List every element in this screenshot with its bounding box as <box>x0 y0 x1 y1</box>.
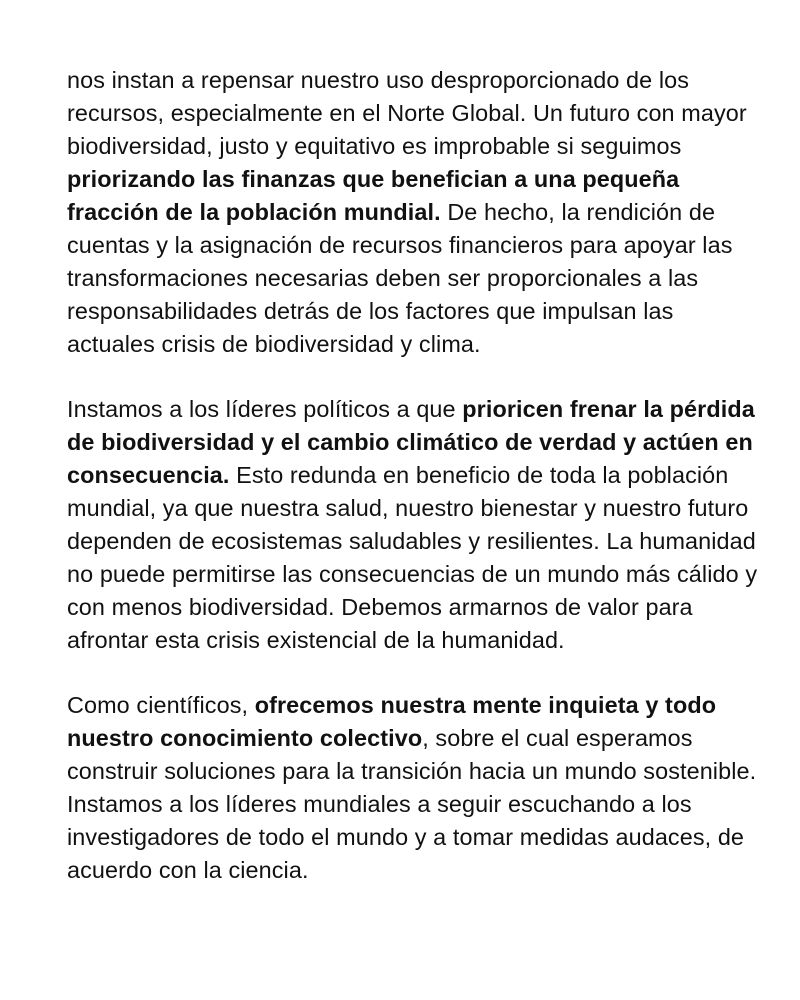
paragraph-finance-responsibility <box>67 64 760 361</box>
paragraph-text: Instamos a los líderes políticos a que <box>67 396 463 422</box>
paragraph-text: , sobre el cual esperamos construir soluciones para la transición hacia un mundo sostenible. Instamos a los líderes mundiales a seguir escuchando a los investigadores de todo el mundo y a tomar medidas audaces, de acuerdo con la ciencia. <box>67 725 757 883</box>
paragraph-text: nos instan a repensar nuestro uso desproporcionado de los recursos, especialmente en el Norte Global. Un futuro con mayor biodiversidad, justo y equitativo es improbable si seguimos <box>67 67 747 159</box>
paragraph-text: Esto redunda en beneficio de toda la población mundial, ya que nuestra salud, nuestro bienestar y nuestro futuro dependen de ecosistemas saludables y resilientes. La humanidad no puede permitirse las consecuencias de un mundo más cálido y con menos biodiversidad. Debemos armarnos de valor para afrontar esta crisis existencial de la humanidad. <box>67 462 758 653</box>
emphasis-text: priorizando las finanzas que benefician a una pequeña fracción de la población mundial. <box>67 166 680 225</box>
paragraph-text: De hecho, la rendición de cuentas y la asignación de recursos financieros para apoyar las transformaciones necesarias deben ser proporcionales a las responsabilidades detrás de los factores que impulsan las actuales crisis de biodiversidad y clima. <box>67 199 733 357</box>
paragraph-text: Como científicos, <box>67 692 255 718</box>
emphasis-text: ofrecemos nuestra mente inquieta y todo nuestro conocimiento colectivo <box>67 692 717 751</box>
emphasis-text: prioricen frenar la pérdida de biodiversidad y el cambio climático de verdad y actúen en consecuencia. <box>67 396 755 488</box>
paragraph-political-leaders <box>67 393 760 657</box>
paragraph-scientists <box>67 689 760 887</box>
